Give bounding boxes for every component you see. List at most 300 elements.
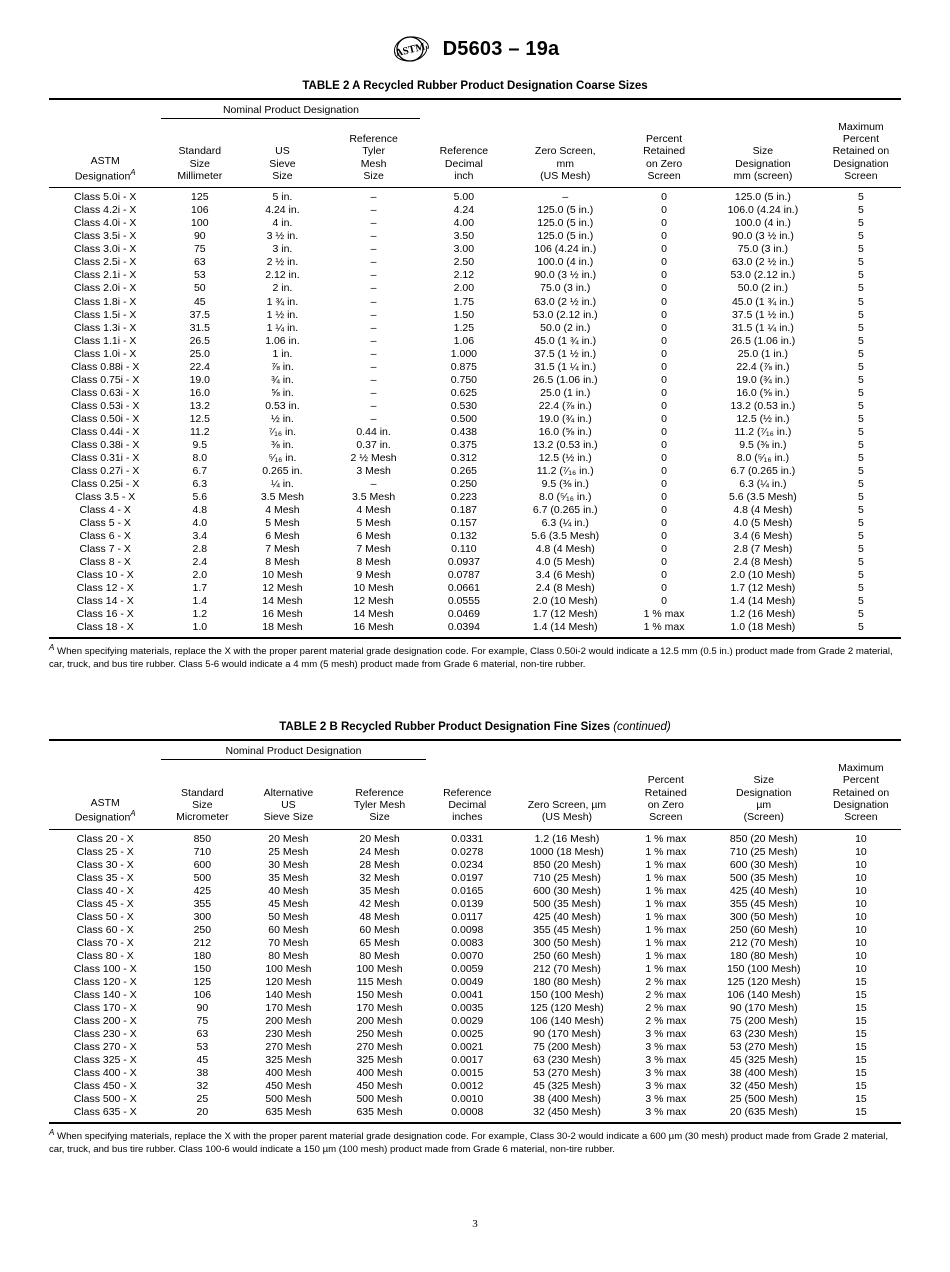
cell-c6: 3 % max [645,1106,687,1119]
cell-c0: Class 1.8i - X [74,295,137,308]
cell-c7: 1.4 (14 Mesh) [730,594,796,607]
table-row [49,1106,901,1123]
cell-c2: 1 ¼ in. [266,321,299,334]
footnote-marker: A [49,642,55,652]
cell-c3: – [370,360,377,373]
cell-c6: 0 [661,243,667,256]
cell-c2: 170 Mesh [265,1001,312,1014]
cell-c1: 710 [193,845,212,858]
cell-c1: 106 [191,204,209,217]
cell-c2: 10 Mesh [262,568,303,581]
header-line: inch [454,170,474,182]
cell-c4: 0.0937 [447,555,480,568]
cell-c1: 75 [193,243,206,256]
cell-c6: 0 [661,256,667,269]
cell-c6: 0 [661,490,667,503]
cell-c0: Class 3.5 - X [75,490,136,503]
cell-c8: 5 [857,217,864,230]
footnote-ref: A [130,167,136,177]
cell-c7: 8.0 (⁵⁄₁₆ in.) [736,451,790,464]
header-line: Size [753,774,774,787]
header-line: Sieve Size [263,811,314,824]
cell-c8: 10 [855,858,867,871]
cell-c1: 19.0 [189,373,210,386]
cell-c0: Class 0.75i - X [71,373,140,386]
header-line: Designation [736,786,792,799]
cell-c2: 1.06 in. [265,334,300,347]
cell-c8: 5 [857,425,864,438]
table-row [49,1002,901,1015]
header-line: Micrometer [176,811,229,824]
cell-c5: 100.0 (4 in.) [537,256,594,269]
header-line: Retained [644,786,687,799]
cell-c4: 0.500 [450,412,478,425]
cell-c7: 53 (270 Mesh) [729,1041,798,1054]
footnote-text: When specifying materials, replace the X with the proper parent material grade designation code. For example, Class 0.50i-2 would indicate a 12.5 mm (0.5 in.) product made from Grade 2 material, car, truck, and bus tire rubber. Class 5-6 would indicate a 4 mm (5 mesh) product made from Grade 6 material, non-tire rubber. [49,646,893,670]
cell-c4: 0.0010 [451,1093,484,1106]
cell-c7: 90 (170 Mesh) [729,1001,798,1014]
cell-c2: 450 Mesh [265,1080,312,1093]
cell-c1: 90 [193,230,206,243]
cell-c7: 20 (635 Mesh) [729,1106,798,1119]
cell-c7: 11.2 (⁷⁄₁₆ in.) [734,425,792,438]
table-2b-col-header-8 [821,760,901,829]
table-row [49,491,901,504]
cell-c7: 26.5 (1.06 in.) [730,334,796,347]
cell-c1: 5.6 [192,490,208,503]
cell-c8: 10 [855,923,867,936]
cell-c6: 0 [661,347,667,360]
cell-c2: 30 Mesh [268,858,309,871]
cell-c2: 4 in. [272,217,293,230]
cell-c5: 75 (200 Mesh) [533,1041,601,1054]
cell-c5: 31.5 (1 ¼ in.) [534,360,597,373]
table-2a-group-row [49,99,901,119]
footnote-marker: A [49,1128,55,1138]
cell-c1: 3.4 [192,529,208,542]
cell-c3: – [370,295,377,308]
cell-c3: 4 Mesh [356,503,391,516]
cell-c4: 0.0469 [447,607,480,620]
cell-c5: 53.0 (2.12 in.) [532,308,598,321]
cell-c1: 22.4 [189,360,210,373]
table-row [49,924,901,937]
table-row [49,426,901,439]
cell-c4: 0.0029 [451,1015,484,1027]
table-row [49,976,901,989]
cell-c0: Class 270 - X [73,1041,137,1054]
spacer-cell [707,740,821,760]
cell-c6: 2 % max [645,975,687,988]
cell-c8: 10 [855,936,867,949]
cell-c1: 63 [193,256,206,269]
cell-c8: 15 [855,1106,867,1119]
cell-c6: 2 % max [645,1001,687,1014]
cell-c2: 325 Mesh [265,1054,312,1067]
cell-c0: Class 0.50i - X [71,412,140,425]
cell-c2: 500 Mesh [265,1093,312,1106]
spacer-cell [705,99,821,119]
table-row [49,911,901,924]
cell-c7: 425 (40 Mesh) [729,884,798,897]
cell-c1: 180 [193,949,212,962]
cell-c6: 0 [661,568,667,581]
cell-c7: 1.2 (16 Mesh) [730,607,796,620]
cell-c2: ⁷⁄₁₆ in. [268,425,297,438]
cell-c6: 3 % max [645,1028,687,1041]
cell-c3: 65 Mesh [359,936,400,949]
cell-c4: 0.110 [451,542,477,555]
table-row [49,1054,901,1067]
cell-c3: 115 Mesh [356,975,403,988]
cell-c1: 1.2 [192,607,208,620]
cell-c7: 31.5 (1 ¼ in.) [731,321,794,334]
cell-c3: 325 Mesh [356,1054,403,1067]
header-line: Reference [443,786,492,799]
header-line: inches [452,811,483,824]
cell-c2: 1 in. [272,347,293,360]
cell-c1: 45 [196,1054,209,1067]
cell-c5: 212 (70 Mesh) [533,962,601,975]
cell-c8: 5 [857,347,864,360]
page-header [0,0,950,60]
spacer-cell [426,740,509,760]
astm-logo-icon [391,34,431,64]
cell-c4: 0.0059 [451,962,484,975]
cell-c6: 0 [661,451,667,464]
cell-c6: 0 [661,321,667,334]
cell-c1: 37.5 [189,308,210,321]
cell-c7: 1.7 (12 Mesh) [730,581,796,594]
cell-c5: 600 (30 Mesh) [533,884,601,897]
table-row [49,1015,901,1028]
cell-c3: – [370,477,377,490]
cell-c0: Class 80 - X [76,949,134,962]
cell-c7: 2.8 (7 Mesh) [733,542,793,555]
header-line: Screen [647,170,681,182]
cell-c4: 0.0139 [451,897,484,910]
table-2b-col-header-2 [243,760,333,829]
cell-c2: 4.24 in. [265,204,300,217]
cell-c6: 1 % max [645,936,687,949]
cell-c2: 1 ½ in. [266,308,299,321]
cell-c5: 125 (120 Mesh) [530,1001,604,1014]
header-line: Zero Screen, µm [527,799,607,812]
cell-c2: ⁵⁄₁₆ in. [268,451,297,464]
cell-c0: Class 2.1i - X [74,269,137,282]
cell-c0: Class 0.53i - X [71,399,140,412]
page-number: 3 [472,1218,478,1230]
cell-c7: 75 (200 Mesh) [729,1015,798,1027]
cell-c1: 125 [193,975,212,988]
cell-c8: 5 [857,191,864,204]
cell-c2: ⅞ in. [271,360,294,373]
cell-c0: Class 30 - X [76,858,134,871]
header-line: Reference [349,132,398,145]
cell-c8: 5 [857,542,864,555]
cell-c3: 7 Mesh [356,542,391,555]
cell-c2: 230 Mesh [265,1028,312,1041]
svg-text:ASTM: ASTM [393,41,427,60]
header-line: Designation [833,157,889,170]
cell-c6: 0 [661,282,667,295]
cell-c4: 0.0017 [451,1054,484,1067]
cell-c7: 500 (35 Mesh) [729,871,798,884]
cell-c6: 0 [661,386,667,399]
cell-c4: 0.0278 [451,845,484,858]
table-row [49,243,901,256]
cell-c7: 50.0 (2 in.) [737,282,788,295]
cell-c4: 5.00 [453,191,475,204]
table-2a-head [49,99,901,188]
cell-c5: 6.7 (0.265 in.) [532,503,598,516]
cell-c0: Class 60 - X [76,923,134,936]
cell-c5: 19.0 (¾ in.) [538,412,592,425]
table-row [49,1028,901,1041]
cell-c4: 0.187 [450,503,478,516]
cell-c2: 18 Mesh [262,620,303,633]
cell-c6: 0 [661,503,667,516]
table-2a-col-header-4 [420,119,507,188]
cell-c8: 5 [857,373,864,386]
footnote-text: When specifying materials, replace the X with the proper parent material grade designation code. For example, Class 30-2 would indicate a 600 µm (30 mesh) product made from Grade 2 material, car, truck, and bus tire rubber. Class 100-6 would indicate a 150 µm (100 mesh) product made from Grade 6 material, non-tire rubber. [49,1131,889,1155]
cell-c6: 0 [661,334,667,347]
header-line: Size [192,799,213,812]
spacer-cell [49,740,161,760]
table-row [49,517,901,530]
header-line: Tyler Mesh [353,799,406,812]
header-line: US [281,799,296,812]
cell-c6: 1 % max [645,832,687,845]
cell-c6: 0 [661,360,667,373]
cell-c5: 8.0 (⁵⁄₁₆ in.) [539,490,592,503]
table-row [49,530,901,543]
header-line: Decimal [448,799,487,812]
table-2b-col-header-0 [49,760,161,829]
table-row [49,963,901,976]
cell-c6: 1 % max [645,897,687,910]
cell-c6: 1 % max [643,607,685,620]
table-row [49,1093,901,1106]
cell-c6: 0 [661,204,667,217]
cell-c3: 150 Mesh [356,988,403,1001]
cell-c4: 0.438 [450,425,478,438]
header-line: Millimeter [177,170,223,182]
cell-c2: 70 Mesh [268,936,309,949]
table-2a-col-header-6 [623,119,705,188]
cell-c5: 63 (230 Mesh) [533,1054,601,1067]
cell-c7: 6.3 (¼ in.) [739,477,787,490]
cell-c1: 25 [196,1093,209,1106]
cell-c7: 38 (400 Mesh) [729,1067,798,1080]
cell-c7: 90.0 (3 ½ in.) [731,230,794,243]
cell-c0: Class 4.2i - X [74,204,137,217]
cell-c8: 5 [857,581,864,594]
cell-c8: 5 [857,282,864,295]
cell-c0: Class 450 - X [73,1080,137,1093]
cell-c3: 250 Mesh [356,1028,403,1041]
cell-c6: 0 [661,542,667,555]
cell-c5: 45.0 (1 ¾ in.) [534,334,597,347]
cell-c0: Class 5.0i - X [74,191,137,204]
header-line: Size [272,170,293,182]
table-2b-col-header-1 [161,760,243,829]
cell-c5: 32 (450 Mesh) [533,1106,601,1119]
cell-c1: 1.4 [192,594,208,607]
header-line: Designation$^A$ [74,808,136,824]
cell-c7: 9.5 (⅜ in.) [739,438,787,451]
cell-c6: 3 % max [645,1080,687,1093]
cell-c3: 100 Mesh [356,962,403,975]
cell-c3: – [370,217,377,230]
cell-c5: 125.0 (5 in.) [537,204,594,217]
cell-c0: Class 25 - X [76,845,134,858]
cell-c0: Class 4.0i - X [74,217,137,230]
cell-c2: ⅝ in. [271,386,294,399]
cell-c0: Class 40 - X [76,884,134,897]
header-line: ASTM [90,155,120,168]
table-row [49,608,901,621]
cell-c3: 16 Mesh [353,620,394,633]
cell-c0: Class 3.0i - X [74,243,137,256]
cell-c1: 90 [196,1001,209,1014]
cell-c2: 3 ½ in. [266,230,299,243]
cell-c6: 0 [661,594,667,607]
cell-c1: 26.5 [189,334,210,347]
header-line: US [275,145,290,158]
table-row [49,465,901,478]
cell-c3: – [370,204,377,217]
header-line: Reference [355,786,404,799]
cell-c0: Class 12 - X [76,581,134,594]
table-row [49,282,901,295]
cell-c1: 2.8 [192,542,208,555]
cell-c8: 5 [857,360,864,373]
table-2a [49,98,901,639]
cell-c3: 200 Mesh [356,1015,403,1027]
cell-c6: 1 % max [645,923,687,936]
header-line: Screen [649,811,683,824]
cell-c4: 0.875 [450,360,478,373]
cell-c4: 2.12 [453,269,475,282]
cell-c4: 1.25 [453,321,475,334]
cell-c3: – [370,412,377,425]
cell-c6: 0 [661,399,667,412]
cell-c5: 13.2 (0.53 in.) [532,438,598,451]
table-row [49,872,901,885]
document-id: D5603 – 19a [442,37,560,60]
table-row [49,478,901,491]
cell-c4: 0.0008 [451,1106,484,1119]
cell-c7: 5.6 (3.5 Mesh) [729,490,797,503]
cell-c6: 3 % max [645,1067,687,1080]
cell-c6: 0 [661,464,667,477]
cell-c6: 1 % max [645,845,687,858]
cell-c7: 250 (60 Mesh) [729,923,798,936]
cell-c2: 4 Mesh [265,503,300,516]
table-row [49,569,901,582]
cell-c5: 125.0 (5 in.) [537,217,594,230]
cell-c5: 90 (170 Mesh) [533,1028,601,1041]
cell-c1: 6.7 [192,464,208,477]
cell-c1: 300 [193,910,212,923]
header-line: Alternative [263,786,314,799]
cell-c6: 0 [661,269,667,282]
cell-c6: 0 [661,581,667,594]
cell-c0: Class 1.1i - X [74,334,137,347]
cell-c4: 0.0234 [451,858,484,871]
cell-c0: Class 70 - X [76,936,134,949]
cell-c5: 1.7 (12 Mesh) [532,607,598,620]
cell-c4: 0.0015 [451,1067,484,1080]
table-row [49,950,901,963]
cell-c1: 45 [193,295,206,308]
cell-c6: 0 [661,529,667,542]
cell-c2: 140 Mesh [265,988,312,1001]
cell-c6: 0 [661,412,667,425]
table-2a-col-header-7 [705,119,821,188]
cell-c1: 16.0 [189,386,210,399]
table-2a-body [49,188,901,638]
cell-c5: 16.0 (⅝ in.) [538,425,592,438]
cell-c0: Class 0.88i - X [71,360,140,373]
cell-c6: 0 [661,295,667,308]
cell-c4: 1.75 [453,295,475,308]
cell-c0: Class 2.0i - X [74,282,137,295]
header-line: Designation [735,157,791,170]
table-row [49,230,901,243]
cell-c1: 1.0 [192,620,208,633]
table-row [49,621,901,638]
cell-c4: 0.0787 [447,568,480,581]
cell-c8: 10 [855,962,867,975]
header-line: Screen [844,811,878,824]
cell-c7: 45 (325 Mesh) [729,1054,798,1067]
table-row [49,898,901,911]
table-row [49,335,901,348]
cell-c2: ¾ in. [271,373,294,386]
cell-c4: 0.312 [450,451,478,464]
header-line: Retained on [832,786,890,799]
table-2b-col-header-3 [334,760,426,829]
cell-c4: 3.00 [453,243,475,256]
cell-c1: 150 [193,962,212,975]
cell-c0: Class 20 - X [76,832,134,845]
cell-c5: 4.8 (4 Mesh) [535,542,595,555]
cell-c2: 100 Mesh [265,962,312,975]
cell-c1: 50 [193,282,206,295]
table-row [49,937,901,950]
header-line: mm [556,157,574,170]
cell-c4: 0.0098 [451,923,484,936]
cell-c6: 0 [661,477,667,490]
cell-c8: 10 [855,897,867,910]
cell-c0: Class 230 - X [73,1028,137,1041]
cell-c8: 15 [855,1041,867,1054]
cell-c2: 14 Mesh [262,594,303,607]
cell-c8: 5 [857,516,864,529]
cell-c0: Class 6 - X [79,529,131,542]
table-2b-head [49,740,901,829]
cell-c8: 15 [855,975,867,988]
table-row [49,582,901,595]
cell-c0: Class 325 - X [73,1054,137,1067]
cell-c0: Class 0.31i - X [71,451,140,464]
table-2b [49,739,901,1124]
cell-c8: 5 [857,555,864,568]
cell-c3: 5 Mesh [356,516,391,529]
table-row [49,859,901,872]
